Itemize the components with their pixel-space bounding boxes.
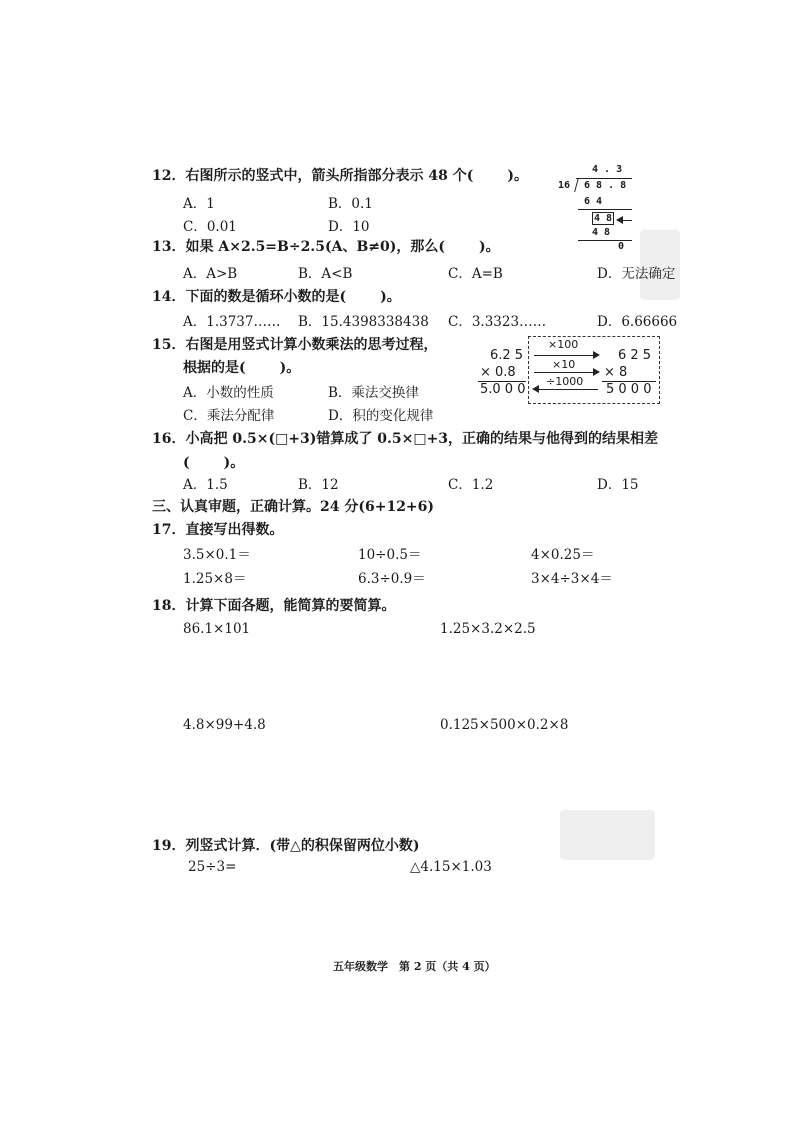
mul-right-top: 6 2 5 bbox=[618, 348, 652, 363]
q17-item-6: 3×4÷3×4＝ bbox=[531, 571, 613, 587]
q13-option-c[interactable]: C．A=B bbox=[448, 266, 503, 282]
q16-option-b[interactable]: B．12 bbox=[298, 477, 339, 493]
q16-stem-line2 bbox=[183, 452, 244, 472]
mul-arrow2 bbox=[534, 372, 598, 373]
multiplication-figure bbox=[476, 336, 660, 406]
q12-option-c[interactable]: C．0.01 bbox=[183, 219, 237, 235]
q12-option-d[interactable]: D．10 bbox=[328, 219, 370, 235]
q17-item-2: 10÷0.5＝ bbox=[358, 547, 422, 563]
division-step1: 6 4 bbox=[584, 196, 603, 207]
q16-stem-line1: 16．小高把 0.5×(□+3)错算成了 0.5×□+3，正确的结果与他得到的结果相差 bbox=[152, 431, 659, 447]
division-remainder: 0 bbox=[618, 241, 625, 252]
q15-stem-text: 根据的是( bbox=[183, 360, 246, 376]
q19-stem: 19．列竖式计算．(带△的积保留两位小数) bbox=[152, 838, 420, 854]
division-bar bbox=[576, 178, 632, 179]
q12-stem bbox=[152, 165, 528, 185]
mul-arrow1-label: ×100 bbox=[548, 338, 579, 351]
long-division-figure bbox=[556, 164, 634, 254]
mul-left-bot: 5.0 0 0 bbox=[480, 382, 526, 397]
q12-stem-text: 12．右图所示的竖式中，箭头所指部分表示 48 个( bbox=[152, 168, 474, 184]
q16-option-c[interactable]: C．1.2 bbox=[448, 477, 494, 493]
page-footer: 五年级数学 第 2 页（共 4 页） bbox=[333, 960, 496, 973]
mul-left-mid: × 0.8 bbox=[480, 365, 516, 380]
q19-item-2: △4.15×1.03 bbox=[410, 859, 492, 875]
mul-arrow2-label: ×10 bbox=[552, 358, 576, 371]
q13-stem bbox=[152, 236, 500, 256]
q16-option-d[interactable]: D．15 bbox=[597, 477, 639, 493]
q19-item-1: 25÷3= bbox=[188, 859, 237, 875]
q15-option-a[interactable]: A．小数的性质 bbox=[183, 385, 274, 401]
mul-arrow3 bbox=[534, 389, 598, 390]
division-pointer-arrow bbox=[618, 220, 632, 221]
q13-option-a[interactable]: A．A>B bbox=[183, 266, 238, 282]
q14-stem bbox=[152, 286, 401, 306]
q18-item-3: 4.8×99+4.8 bbox=[183, 717, 266, 733]
division-step2-boxed: 4 8 bbox=[594, 213, 613, 224]
q16-stem-open: ( bbox=[183, 455, 190, 471]
q17-stem: 17．直接写出得数。 bbox=[152, 522, 284, 538]
mul-arrow1 bbox=[534, 355, 598, 356]
q17-item-5: 6.3÷0.9＝ bbox=[358, 571, 426, 587]
division-divisor: 16 bbox=[558, 180, 571, 191]
division-quotient: 4 . 3 bbox=[592, 164, 623, 175]
q17-item-4: 1.25×8＝ bbox=[183, 571, 247, 587]
q16-option-a[interactable]: A．1.5 bbox=[183, 477, 228, 493]
q15-stem-line2 bbox=[183, 357, 300, 377]
division-line1 bbox=[578, 209, 632, 210]
q12-option-b[interactable]: B．0.1 bbox=[328, 196, 373, 212]
q13-stem-text: 13．如果 A×2.5=B÷2.5(A、B≠0)，那么( bbox=[152, 239, 445, 255]
q14-option-c[interactable]: C．3.3323…… bbox=[448, 314, 547, 330]
q15-option-d[interactable]: D．积的变化规律 bbox=[328, 408, 434, 424]
division-dividend: 6 8 . 8 bbox=[584, 180, 627, 191]
q15-stem-line1: 15．右图是用竖式计算小数乘法的思考过程， bbox=[152, 337, 438, 353]
q18-item-2: 1.25×3.2×2.5 bbox=[440, 621, 536, 637]
q18-stem: 18．计算下面各题，能简算的要简算。 bbox=[152, 598, 396, 614]
mul-left-top: 6.2 5 bbox=[490, 348, 524, 363]
division-step3: 4 8 bbox=[592, 227, 611, 238]
mul-arrow3-label: ÷1000 bbox=[546, 375, 584, 388]
q15-stem-end: )。 bbox=[279, 360, 301, 376]
mul-right-mid: × 8 bbox=[604, 365, 628, 380]
q15-option-c[interactable]: C．乘法分配律 bbox=[183, 408, 275, 424]
mul-right-bot: 5 0 0 0 bbox=[606, 382, 652, 397]
q14-stem-text: 14．下面的数是循环小数的是( bbox=[152, 289, 347, 305]
q18-item-1: 86.1×101 bbox=[183, 621, 251, 637]
q18-item-4: 0.125×500×0.2×8 bbox=[440, 717, 569, 733]
q14-stem-end: )。 bbox=[380, 289, 401, 305]
q13-option-d[interactable]: D．无法确定 bbox=[597, 266, 676, 282]
q17-item-3: 4×0.25＝ bbox=[531, 547, 595, 563]
q16-stem-end: )。 bbox=[223, 455, 245, 471]
q13-option-b[interactable]: B．A<B bbox=[298, 266, 353, 282]
q13-stem-end: )。 bbox=[479, 239, 500, 255]
q14-option-d[interactable]: D．6.66666 bbox=[597, 314, 678, 330]
scan-smudge bbox=[560, 810, 655, 860]
q15-option-b[interactable]: B．乘法交换律 bbox=[328, 385, 419, 401]
q14-option-b[interactable]: B．15.4398338438 bbox=[298, 314, 429, 330]
q12-option-a[interactable]: A．1 bbox=[183, 196, 215, 212]
q17-item-1: 3.5×0.1＝ bbox=[183, 547, 251, 563]
q14-option-a[interactable]: A．1.3737…… bbox=[183, 314, 281, 330]
section3-title: 三、认真审题，正确计算。24 分(6+12+6) bbox=[152, 499, 435, 515]
division-bracket bbox=[574, 178, 579, 192]
q12-stem-end: )。 bbox=[507, 168, 528, 184]
